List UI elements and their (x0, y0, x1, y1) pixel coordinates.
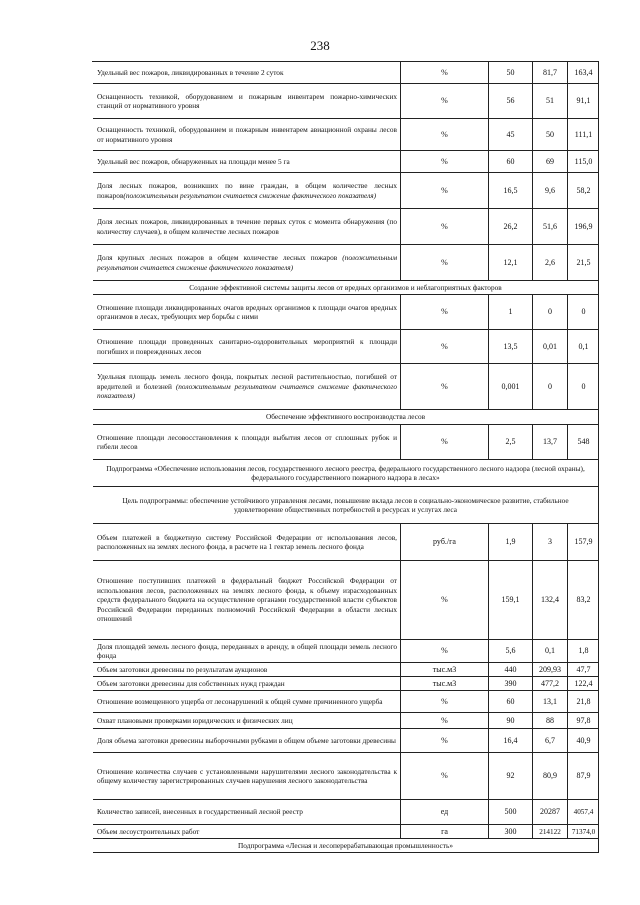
indicator-unit: % (401, 691, 489, 712)
table-row (93, 713, 599, 729)
value-fact: 2,6 (533, 245, 568, 280)
value-plan: 50 (489, 62, 533, 83)
indicator-unit: % (401, 364, 489, 409)
value-percent: 0,1 (578, 341, 589, 351)
indicator-unit: % (401, 753, 489, 799)
value-plan: 1,9 (489, 524, 533, 560)
value-percent: 71374,0 (571, 827, 596, 836)
value-percent: 87,9 (576, 771, 591, 780)
value-fact: 0,1 (533, 640, 568, 662)
indicator-unit: % (401, 173, 489, 208)
value-fact: 132,4 (533, 561, 568, 639)
indicator-unit: % (401, 330, 489, 363)
value-plan: 500 (489, 800, 533, 824)
indicator-name: Удельный вес пожаров, ликвидированных в течение 2 суток (93, 62, 401, 83)
indicator-unit: тыс.м3 (401, 677, 489, 690)
value-percent: 47,7 (576, 664, 591, 674)
table-row (93, 62, 599, 84)
value-plan: 0,001 (489, 364, 533, 409)
indicator-name: Объем лесоустроительных работ (93, 825, 401, 838)
indicator-name: Отношение количества случаев с установленными нарушителями лесного законодательства к общему количеству зарегистрированных случаев нарушения лесного законодательства (93, 753, 401, 799)
value-plan: 92 (489, 753, 533, 799)
value-fact: 51,6 (533, 209, 568, 244)
value-fact: 9,6 (533, 173, 568, 208)
indicator-unit: % (401, 729, 489, 752)
value-fact: 81,7 (533, 62, 568, 83)
value-plan: 5,6 (489, 640, 533, 662)
table-row (93, 295, 599, 330)
table-row (93, 800, 599, 825)
indicator-unit: % (401, 295, 489, 329)
indicator-name: Доля крупных лесных пожаров в общем количестве лесных пожаров (положительным результатом считается снижение фактического показателя) (93, 245, 401, 280)
value-plan: 56 (489, 84, 533, 118)
value-fact: 3 (533, 524, 568, 560)
indicator-name: Доля лесных пожаров, ликвидированных в течение первых суток с момента обнаружения (по количеству случаев), в общем количестве лесных пожаров (93, 209, 401, 244)
value-plan: 300 (489, 825, 533, 838)
indicator-name: Доля лесных пожаров, возникших по вине граждан, в общем количестве лесных пожаров(положительным результатом считается снижение фактического показателя) (93, 173, 401, 208)
value-plan: 16,5 (489, 173, 533, 208)
section-header: Цель подпрограммы: обеспечение устойчивого управления лесами, повышение вклада лесов в социально-экономическое развитие, стабильное удовлетворение общественных потребностей в ресурсах и услугах леса (93, 487, 599, 524)
indicator-unit: % (401, 151, 489, 172)
indicator-name: Оснащенность техникой, оборудованием и пожарным инвентарем авиационной охраны лесов от нормативного уровня (93, 119, 401, 150)
indicator-unit: тыс.м3 (401, 663, 489, 676)
value-fact: 0 (533, 364, 568, 409)
value-plan: 26,2 (489, 209, 533, 244)
indicator-name: Охват плановыми проверками юридических и физических лиц (93, 713, 401, 728)
indicator-name: Объем заготовки древесины для собственных нужд граждан (93, 677, 401, 690)
indicator-unit: % (401, 84, 489, 118)
value-percent: 548 (577, 437, 590, 446)
value-plan: 45 (489, 119, 533, 150)
value-fact: 214122 (533, 825, 568, 838)
indicator-unit: % (401, 640, 489, 662)
table-row (93, 209, 599, 245)
indicators-table (92, 61, 599, 850)
indicator-name: Объем заготовки древесины по результатам аукционов (93, 663, 401, 676)
value-plan: 90 (489, 713, 533, 728)
value-percent: 1,8 (578, 646, 589, 655)
value-percent: 122,4 (574, 678, 593, 688)
section-header: Обеспечение эффективного воспроизводства лесов (93, 410, 599, 425)
value-plan: 159,1 (489, 561, 533, 639)
value-plan: 440 (489, 663, 533, 676)
table-row (93, 691, 599, 713)
indicator-name: Удельная площадь земель лесного фонда, покрытых лесной растительностью, погибшей от вредителей и болезней (положительным результатом считается снижение фактического показателя) (93, 364, 401, 409)
value-fact: 80,9 (533, 753, 568, 799)
indicator-name: Отношение площади ликвидированных очагов вредных организмов к площади очагов вредных организмов в лесах, требующих мер борьбы с ними (93, 295, 401, 329)
table-row (93, 245, 599, 281)
value-fact: 209,93 (533, 663, 568, 676)
value-fact: 13,7 (533, 425, 568, 459)
value-percent: 21,5 (576, 257, 591, 267)
table-row (93, 524, 599, 561)
indicator-unit: % (401, 209, 489, 244)
value-plan: 2,5 (489, 425, 533, 459)
indicator-unit: % (401, 713, 489, 728)
value-percent: 111,1 (574, 129, 593, 139)
value-percent: 83,2 (576, 595, 591, 604)
value-plan: 16,4 (489, 729, 533, 752)
value-fact: 477,2 (533, 677, 568, 690)
indicator-unit: % (401, 119, 489, 150)
value-fact: 50 (533, 119, 568, 150)
value-percent: 97,8 (576, 715, 591, 725)
indicator-name: Количество записей, внесенных в государственный лесной реестр (93, 800, 401, 824)
indicator-name: Объем платежей в бюджетную систему Российской Федерации от использования лесов, расположенных на землях лесного фонда, в расчете на 1 гектар земель лесного фонда (93, 524, 401, 560)
value-percent: 40,9 (576, 735, 591, 745)
indicator-name: Отношение площади проведенных санитарно-оздоровительных мероприятий к площади погибших и поврежденных лесов (93, 330, 401, 363)
value-percent: 115,0 (574, 156, 593, 166)
indicator-name: Доля объема заготовки древесины выборочными рубками в общем объеме заготовки древесины (93, 729, 401, 752)
section-header: Подпрограмма «Лесная и лесоперерабатывающая промышленность» (93, 839, 599, 853)
value-fact: 88 (533, 713, 568, 728)
value-fact: 51 (533, 84, 568, 118)
table-row (93, 364, 599, 410)
section-header: Создание эффективной системы защиты лесов от вредных организмов и неблагоприятных факторов (93, 281, 599, 295)
table-row (93, 753, 599, 800)
indicator-unit: % (401, 425, 489, 459)
value-percent: 0 (581, 381, 586, 391)
value-fact: 0 (533, 295, 568, 329)
value-fact: 6,7 (533, 729, 568, 752)
value-plan: 13,5 (489, 330, 533, 363)
value-percent: 196,9 (574, 221, 593, 231)
indicator-name: Отношение возмещенного ущерба от лесонарушений к общей сумме причиненного ущерба (93, 691, 401, 712)
value-percent: 0 (581, 307, 586, 316)
value-percent: 163,4 (574, 67, 593, 77)
table-row (93, 173, 599, 209)
value-plan: 390 (489, 677, 533, 690)
table-row (93, 330, 599, 364)
value-fact: 20287 (533, 800, 568, 824)
value-percent: 91,1 (576, 96, 591, 105)
indicator-name: Отношение площади лесовосстановления к площади выбытия лесов от сплошных рубок и гибели лесов (93, 425, 401, 459)
value-fact: 13,1 (533, 691, 568, 712)
value-percent: 58,2 (576, 185, 591, 195)
value-percent: 21,8 (576, 696, 591, 706)
value-plan: 1 (489, 295, 533, 329)
table-row (93, 640, 599, 663)
value-fact: 0,01 (533, 330, 568, 363)
table-row (93, 729, 599, 753)
value-fact: 69 (533, 151, 568, 172)
indicator-unit: % (401, 62, 489, 83)
indicator-unit: руб./га (401, 524, 489, 560)
table-row (93, 561, 599, 640)
table-row (93, 119, 599, 151)
indicator-unit: % (401, 245, 489, 280)
indicator-name: Доля площадей земель лесного фонда, переданных в аренду, в общей площади земель лесного фонда (93, 640, 401, 662)
table-row (93, 425, 599, 460)
indicator-unit: га (401, 825, 489, 838)
table-row (93, 677, 599, 691)
table-row (93, 151, 599, 173)
value-percent: 157,9 (574, 537, 593, 546)
value-plan: 12,1 (489, 245, 533, 280)
indicator-name: Оснащенность техникой, оборудованием и пожарным инвентарем пожарно-химических станций от нормативного уровня (93, 84, 401, 118)
page-number: 238 (310, 38, 330, 53)
value-percent: 4057,4 (573, 808, 594, 816)
table-row (93, 663, 599, 677)
indicator-unit: % (401, 561, 489, 639)
table-row (93, 825, 599, 839)
value-plan: 60 (489, 691, 533, 712)
value-plan: 60 (489, 151, 533, 172)
indicator-unit: ед (401, 800, 489, 824)
indicator-name: Удельный вес пожаров, обнаруженных на площади менее 5 га (93, 151, 401, 172)
table-row (93, 84, 599, 119)
section-header: Подпрограмма «Обеспечение использования лесов, государственного лесного реестра, федерального государственного лесного надзора (лесной охраны), федерального государственного пожарного надзора в лесах» (93, 460, 599, 487)
indicator-name: Отношение поступивших платежей в федеральный бюджет Российской Федерации от использования лесов, расположенных на землях лесного фонда, к объему израсходованных средств федерального бюджета на осуществление органами государственной власти субъектов Российской Федерации переданных полномочий Российской Федерации в области лесных отношений (93, 561, 401, 639)
